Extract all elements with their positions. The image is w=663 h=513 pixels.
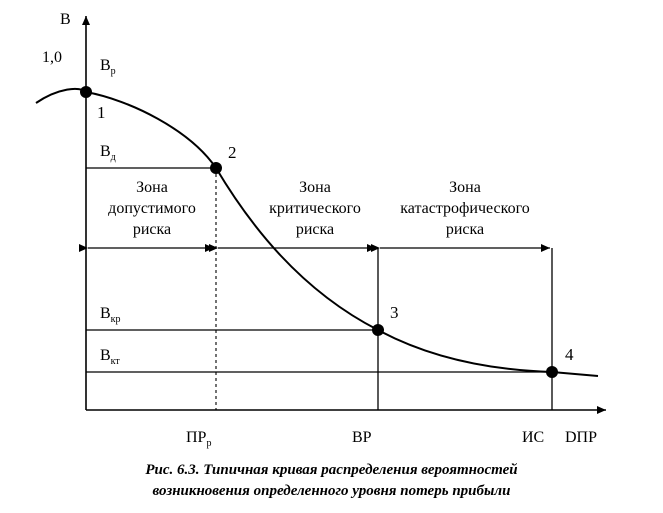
figure-caption-line-1: Рис. 6.3. Типичная кривая распределения вероятностей <box>145 462 518 478</box>
zone-label-catastrophic <box>400 179 530 238</box>
level-label-vkr: $В_{кр}$ <box>100 305 121 325</box>
svg-text:допустимого: допустимого <box>108 200 196 217</box>
point-label-1: 1 <box>97 103 106 122</box>
svg-text:Зона: Зона <box>299 179 331 196</box>
figure-caption-line-2: возникновения определенного уровня потерь прибыли <box>152 483 511 499</box>
x-tick-prr: $ПР_р$ <box>186 429 212 449</box>
point-3 <box>372 324 384 336</box>
point-label-2: 2 <box>228 143 237 162</box>
svg-text:критического: критического <box>269 200 361 217</box>
svg-text:риска: риска <box>132 221 172 238</box>
point-1 <box>80 86 92 98</box>
level-label-vkt: $В_{кт}$ <box>100 347 120 367</box>
y-max-label: 1,0 <box>42 49 62 66</box>
level-label-vd: $В_д$ <box>100 143 116 163</box>
x-tick-is: ИС <box>522 429 545 446</box>
zone-label-critical <box>269 179 361 238</box>
y-axis-label: В <box>60 11 71 28</box>
zone-label-acceptable <box>108 179 196 238</box>
svg-text:катастрофического: катастрофического <box>400 200 530 217</box>
svg-text:риска: риска <box>295 221 335 238</box>
svg-text:Зона: Зона <box>449 179 481 196</box>
x-tick-vr: ВР <box>352 429 372 446</box>
point-label-4: 4 <box>565 345 574 364</box>
point-4 <box>546 366 558 378</box>
svg-text:риска: риска <box>445 221 485 238</box>
point-2 <box>210 162 222 174</box>
level-label-vr: $В_р$ <box>100 57 116 77</box>
x-axis-label: DПР <box>565 429 598 446</box>
point-label-3: 3 <box>390 303 399 322</box>
svg-text:Зона: Зона <box>136 179 168 196</box>
